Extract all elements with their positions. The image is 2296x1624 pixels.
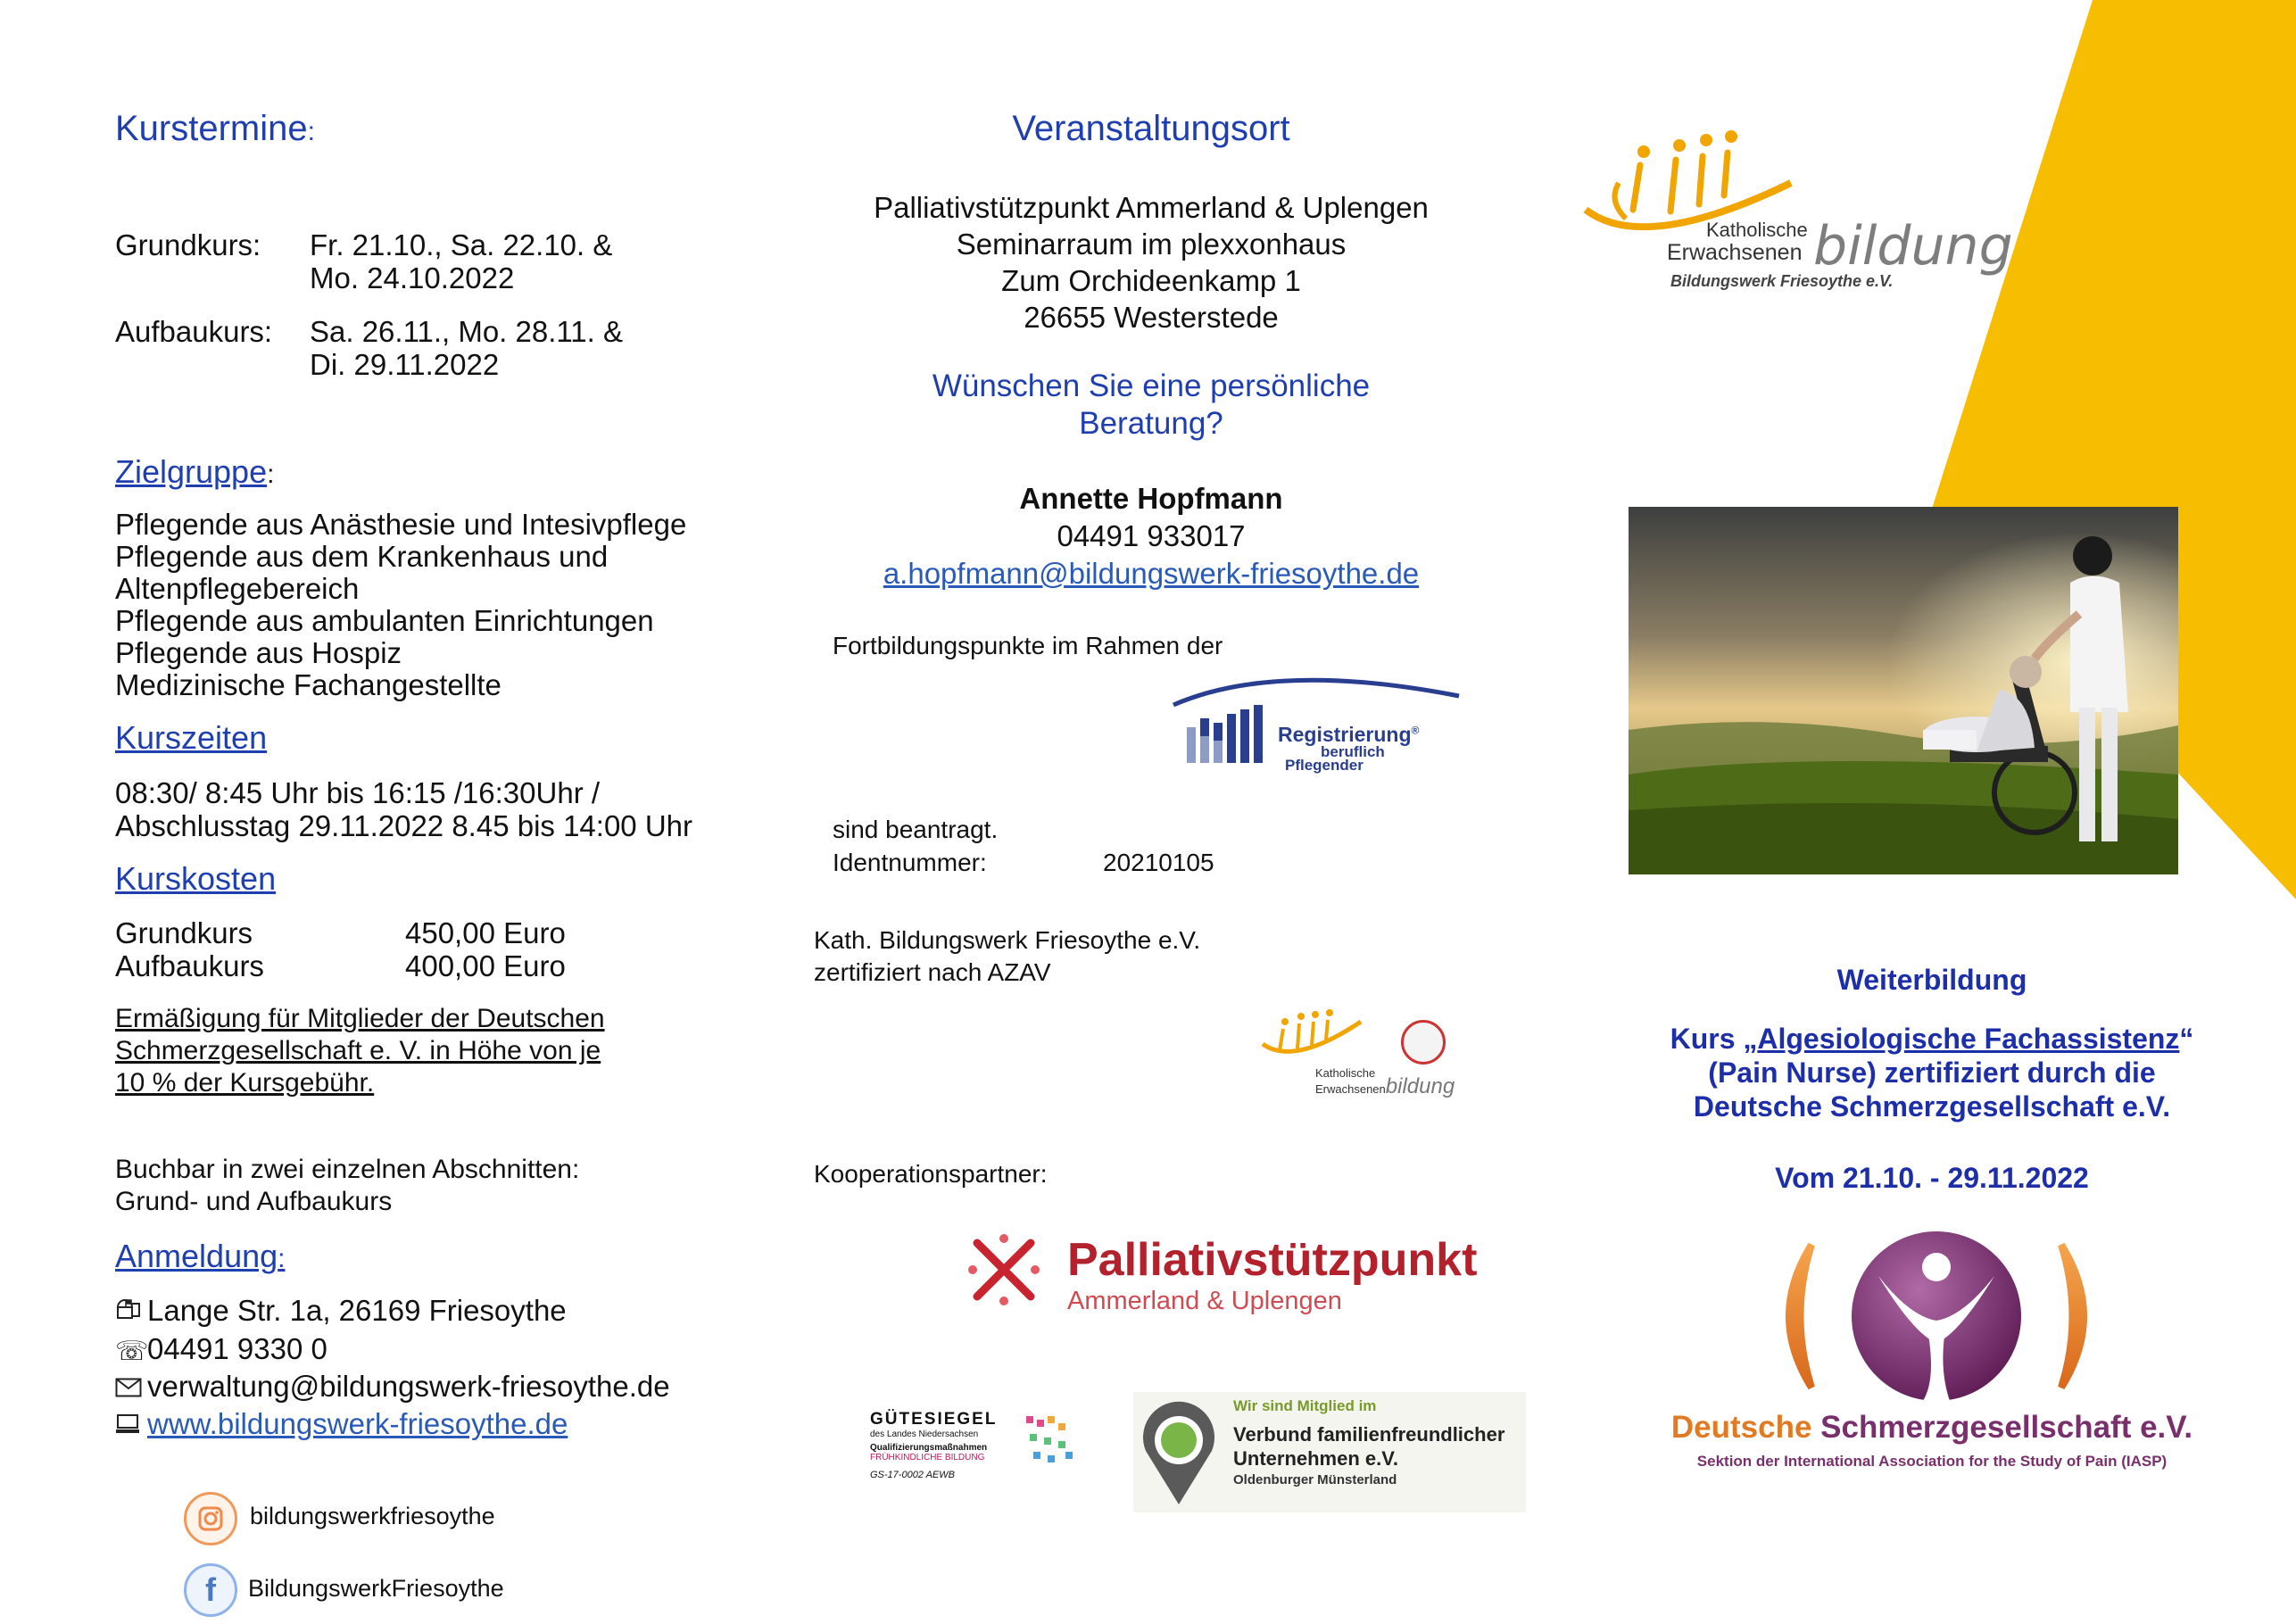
instagram-handle[interactable]: bildungswerkfriesoythe xyxy=(250,1503,495,1529)
dsg-logo xyxy=(1771,1227,2101,1401)
list-item: Medizinische Fachangestellte xyxy=(115,668,501,701)
facebook-handle[interactable]: BildungswerkFriesoythe xyxy=(248,1575,504,1602)
kurszeiten-text: 08:30/ 8:45 Uhr bis 16:15 /16:30Uhr / Abschlusstag 29.11.2022 8.45 bis 14:00 Uhr xyxy=(115,776,692,842)
cert-seal-icon xyxy=(1401,1020,1446,1065)
fortbildung-text: Fortbildungspunkte im Rahmen der xyxy=(833,632,1223,659)
instagram-icon[interactable] xyxy=(184,1492,237,1545)
identnummer: Identnummer: 20210105 xyxy=(833,849,1214,876)
list-item: Pflegende aus ambulanten Einrichtungen xyxy=(115,604,654,637)
list-item: Pflegende aus Hospiz xyxy=(115,636,402,669)
contact-website[interactable] xyxy=(115,1407,568,1443)
table-row: Aufbaukurs 400,00 Euro xyxy=(115,949,566,982)
envelope-icon xyxy=(115,1372,147,1405)
grundkurs-block: Grundkurs: Fr. 21.10., Sa. 22.10. & Mo. 24.10.2022 xyxy=(115,228,613,294)
computer-icon xyxy=(115,1410,147,1443)
contact-person: Annette Hopfmann 04491 933017 a.hopfmann@bildungswerk-friesoythe.de xyxy=(785,480,1517,592)
list-item: Pflegende aus dem Krankenhaus und xyxy=(115,540,609,573)
registrierung-logo: Registrierung® beruflich Pflegender xyxy=(1169,669,1463,785)
contact-email[interactable]: verwaltung@bildungswerk-friesoythe.de xyxy=(115,1370,670,1405)
contact-email-link[interactable]: a.hopfmann@bildungswerk-friesoythe.de xyxy=(883,557,1420,590)
kurszeiten-heading: Kurszeiten xyxy=(115,719,268,756)
kurskosten-heading: Kurskosten xyxy=(115,860,277,897)
contact-address: Lange Str. 1a, 26169 Friesoythe xyxy=(115,1294,567,1330)
verbund-logo: Wir sind Mitglied im Verbund familienfreundlicher Unternehmen e.V. Oldenburger Münsterland xyxy=(1133,1392,1526,1512)
keb-main-logo: Katholische Erwachsenen bildung Bildungswerk Friesoythe e.V. xyxy=(1581,129,1992,308)
kath-azav-text: Kath. Bildungswerk Friesoythe e.V. zertifiziert nach AZAV xyxy=(814,926,1201,986)
keb-small-logo: Katholische Erwachsenenbildung xyxy=(1258,1004,1472,1115)
dsg-subtitle: Sektion der International Association for the Study of Pain (IASP) xyxy=(1696,1453,2168,1470)
venue-address: Palliativstützpunkt Ammerland & Uplengen Seminarraum im plexxonhaus Zum Orchideenkamp 1 26655 Westerstede xyxy=(874,191,1429,334)
beratung-heading: Wünschen Sie eine persönliche Beratung? xyxy=(932,369,1371,441)
facebook-icon[interactable]: f xyxy=(184,1563,237,1617)
kurstermine-heading: Kurstermine: xyxy=(115,109,315,148)
kooperation-label: Kooperationspartner: xyxy=(814,1160,1048,1188)
buchbar-text: Buchbar in zwei einzelnen Abschnitten: Grund- und Aufbaukurs xyxy=(115,1155,580,1216)
veranstaltungsort-heading: Veranstaltungsort xyxy=(1012,109,1290,148)
kurs-datum: Vom 21.10. - 29.11.2022 xyxy=(1775,1162,2089,1194)
palliativ-logo: Palliativstützpunkt Ammerland & Uplengen xyxy=(964,1230,1499,1328)
dsg-name: Deutsche Schmerzgesellschaft e.V. xyxy=(1670,1410,2193,1445)
caregiver-wheelchair-photo xyxy=(1629,507,2178,874)
zielgruppe-list xyxy=(115,509,686,701)
beantragt-text: sind beantragt. xyxy=(833,816,999,843)
contact-phone: ☏04491 9330 0 xyxy=(115,1332,327,1366)
kurskosten-table xyxy=(115,916,566,982)
kurs-title: Kurs „Algesiologische Fachassistenz“ (Pain Nurse) zertifiziert durch die Deutsche Schmerzgesellschaft e.V. xyxy=(1670,1023,2194,1123)
phone-icon: ☏ xyxy=(115,1336,149,1366)
website-link[interactable]: www.bildungswerk-friesoythe.de xyxy=(147,1407,568,1440)
ermaessigung-note: Ermäßigung für Mitglieder der Deutschen Schmerzgesellschaft e. V. in Höhe von je 10 % der Kursgebühr. xyxy=(115,1004,605,1098)
table-row: Grundkurs 450,00 Euro xyxy=(115,916,566,949)
anmeldung-heading: Anmeldung: xyxy=(115,1238,286,1274)
aufbaukurs-block: Aufbaukurs: Sa. 26.11., Mo. 28.11. & Di. 29.11.2022 xyxy=(115,315,623,381)
list-item: Pflegende aus Anästhesie und Intesivpflege xyxy=(115,508,687,541)
weiterbildung-label: Weiterbildung xyxy=(1836,964,2027,996)
guetesiegel-logo: GÜTESIEGEL des Landes Niedersachsen Qualifizierungsmaßnahmen FRÜHKINDLICHE BILDUNG GS-17-0002 AEWB xyxy=(870,1410,1093,1499)
mailbox-icon xyxy=(115,1297,147,1330)
zielgruppe-heading: Zielgruppe: xyxy=(115,453,275,490)
list-item: Altenpflegebereich xyxy=(115,572,360,605)
